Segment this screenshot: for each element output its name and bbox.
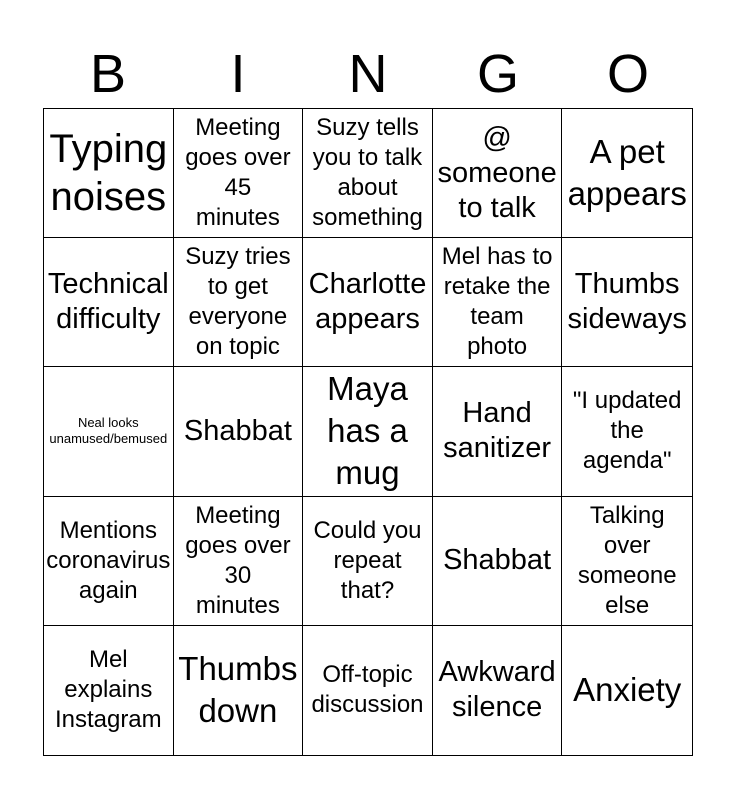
bingo-board: [43, 108, 693, 756]
cell-text: Charlotte appears: [308, 268, 427, 336]
bingo-cell[interactable]: [303, 238, 433, 367]
bingo-cell[interactable]: [44, 367, 174, 496]
header-letter-g: G: [476, 44, 519, 104]
header-letter-n: N: [348, 44, 388, 104]
bingo-cell[interactable]: [44, 497, 174, 626]
cell-text: Neal looks unamused/bemused: [49, 415, 168, 447]
cell-text: Suzy tells you to talk about something: [312, 114, 423, 232]
cell-text: Meeting goes over 45 minutes: [185, 114, 291, 232]
cell-text: Technical difficulty: [47, 268, 169, 336]
cell-text: Typing noises: [49, 127, 168, 220]
bingo-cell[interactable]: [303, 626, 433, 755]
header-letter-i: I: [230, 44, 246, 104]
cell-text: Mentions coronavirus again: [46, 516, 171, 604]
bingo-cell[interactable]: [433, 367, 563, 496]
bingo-cell[interactable]: [44, 626, 174, 755]
bingo-cell[interactable]: [562, 367, 692, 496]
cell-text: Thumbs sideways: [567, 268, 687, 336]
cell-text: Hand sanitizer: [443, 397, 552, 465]
bingo-cell[interactable]: [174, 238, 304, 367]
cell-text: "I updated the agenda": [572, 387, 682, 475]
cell-text: Awkward silence: [438, 656, 556, 724]
cell-text: Suzy tries to get everyone on topic: [185, 243, 291, 361]
cell-text: Meeting goes over 30 minutes: [185, 501, 291, 619]
bingo-cell[interactable]: [562, 238, 692, 367]
bingo-cell[interactable]: [562, 626, 692, 755]
cell-text: Mel has to retake the team photo: [441, 243, 553, 361]
bingo-cell[interactable]: [562, 497, 692, 626]
bingo-cell[interactable]: [562, 109, 692, 238]
bingo-cell[interactable]: [303, 367, 433, 496]
header-letter-o: O: [606, 44, 649, 104]
cell-text: Talking over someone else: [577, 501, 677, 619]
cell-text: Mel explains Instagram: [54, 646, 162, 734]
bingo-cell[interactable]: [174, 626, 304, 755]
cell-text: Shabbat: [443, 544, 552, 577]
header-letter-b: B: [89, 44, 127, 104]
bingo-cell[interactable]: [433, 109, 563, 238]
bingo-cell[interactable]: [44, 109, 174, 238]
cell-text: Anxiety: [573, 671, 682, 709]
cell-text: Shabbat: [183, 414, 292, 447]
cell-text: Could you repeat that?: [313, 516, 422, 604]
bingo-cell[interactable]: [174, 109, 304, 238]
bingo-cell[interactable]: [174, 497, 304, 626]
bingo-header: [43, 40, 693, 108]
bingo-cell[interactable]: [433, 238, 563, 367]
bingo-cell[interactable]: [303, 109, 433, 238]
cell-text: A pet appears: [567, 133, 687, 213]
bingo-cell[interactable]: [433, 626, 563, 755]
bingo-cell[interactable]: [433, 497, 563, 626]
cell-text: Maya has a mug: [327, 370, 408, 492]
bingo-cell[interactable]: [44, 238, 174, 367]
bingo-cell[interactable]: [303, 497, 433, 626]
bingo-cell[interactable]: [174, 367, 304, 496]
cell-text: Off-topic discussion: [311, 661, 424, 719]
cell-text: @ someone to talk: [437, 121, 557, 224]
cell-text: Thumbs down: [178, 650, 298, 730]
